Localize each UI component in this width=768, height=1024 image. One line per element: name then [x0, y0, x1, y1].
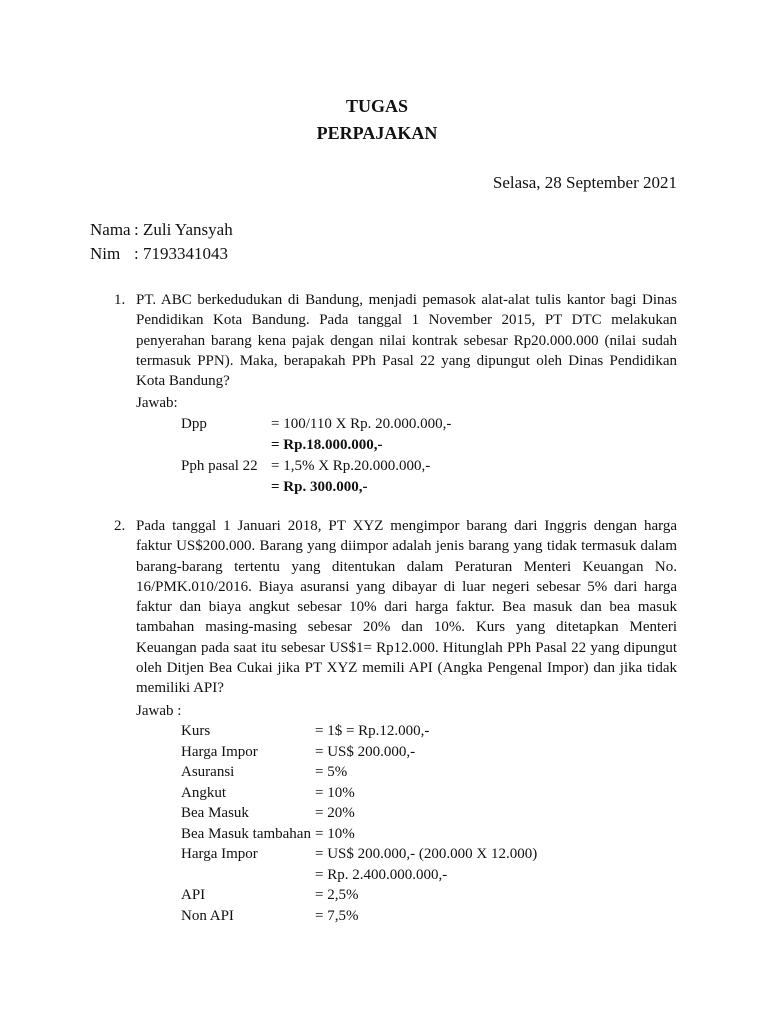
q1-row-value: = Rp. 300.000,-: [271, 479, 368, 495]
q1-row-label: Dpp: [181, 416, 207, 432]
document-date: Selasa, 28 September 2021: [492, 173, 677, 192]
question2-number: 2.: [114, 518, 126, 534]
q2-row-value: = US$ 200.000,- (200.000 X 12.000): [315, 846, 538, 862]
q2-row-label: Kurs: [181, 723, 211, 739]
q2-row-label: Harga Impor: [181, 846, 258, 862]
q2-row-label: Angkut: [181, 785, 226, 801]
q1-row-value: = 1,5% X Rp.20.000.000,-: [271, 458, 431, 474]
question2-text: Pada tanggal 1 Januari 2018, PT XYZ mengimpor barang dari Inggris dengan harga faktur US$200.000. Barang yang diimpor adalah jenis barang yang tidak termasuk dalam barang-barang tertentu yang ditentukan dalam Peraturan Menteri Keuangan No. 16/PMK.010/2016. Biaya asuransi yang dibayar di luar negeri sebesar 5% dari harga faktur dan biaya angkut sebesar 10% dari harga faktur. Bea masuk dan bea masuk tambahan masing-masing sebesar 20% dan 10%. Kurs yang ditetapkan Menteri Keuangan pada saat itu sebesar US$1= Rp12.000. Hitunglah PPh Pasal 22 yang dipungut oleh Ditjen Bea Cukai jika PT XYZ memili API (Angka Pengenal Impor) dan jika tidak memiliki API?: [136, 518, 677, 697]
document-title-line2: PERPAJAKAN: [316, 123, 438, 143]
q2-row-label: Harga Impor: [181, 744, 258, 760]
q2-row-value: = 2,5%: [315, 887, 359, 903]
nim-value: : 7193341043: [134, 244, 228, 263]
q2-row-label: API: [181, 887, 206, 903]
question2-answer-label: Jawab :: [136, 703, 182, 719]
question1-answer-label: Jawab:: [136, 395, 178, 411]
q2-row-value: = Rp. 2.400.000.000,-: [315, 867, 448, 883]
q2-row-label: Bea Masuk tambahan: [181, 826, 311, 842]
q2-row-label: Non API: [181, 908, 234, 924]
nim-label: Nim: [90, 244, 121, 263]
q2-row-value: = 20%: [315, 805, 355, 821]
q2-row-label: Bea Masuk: [181, 805, 249, 821]
q2-row-value: = US$ 200.000,-: [315, 744, 416, 760]
student-nim-line: [90, 243, 228, 265]
student-name-line: [90, 219, 233, 241]
question1-number: 1.: [114, 292, 126, 308]
document-title-line1: TUGAS: [345, 96, 408, 116]
question1-text: PT. ABC berkedudukan di Bandung, menjadi pemasok alat-alat tulis kantor bagi Dinas Pendidikan Kota Bandung. Pada tanggal 1 November 2015, PT DTC melakukan penyerahan barang kena pajak dengan nilai kontrak sebesar Rp20.000.000 (nilai sudah termasuk PPN). Maka, berapakah PPh Pasal 22 yang dipungut oleh Dinas Pendidikan Kota Bandung?: [136, 292, 677, 390]
q1-row-label: Pph pasal 22: [181, 458, 258, 474]
q2-row-value: = 10%: [315, 785, 355, 801]
q1-row-value: = 100/110 X Rp. 20.000.000,-: [271, 416, 452, 432]
name-label: Nama: [90, 220, 131, 239]
q2-row-value: = 10%: [315, 826, 355, 842]
name-value: : Zuli Yansyah: [134, 220, 233, 239]
q2-row-value: = 1$ = Rp.12.000,-: [315, 723, 430, 739]
q2-row-label: Asuransi: [181, 764, 235, 780]
q2-row-value: = 5%: [315, 764, 348, 780]
q2-row-value: = 7,5%: [315, 908, 359, 924]
q1-row-value: = Rp.18.000.000,-: [271, 437, 383, 453]
